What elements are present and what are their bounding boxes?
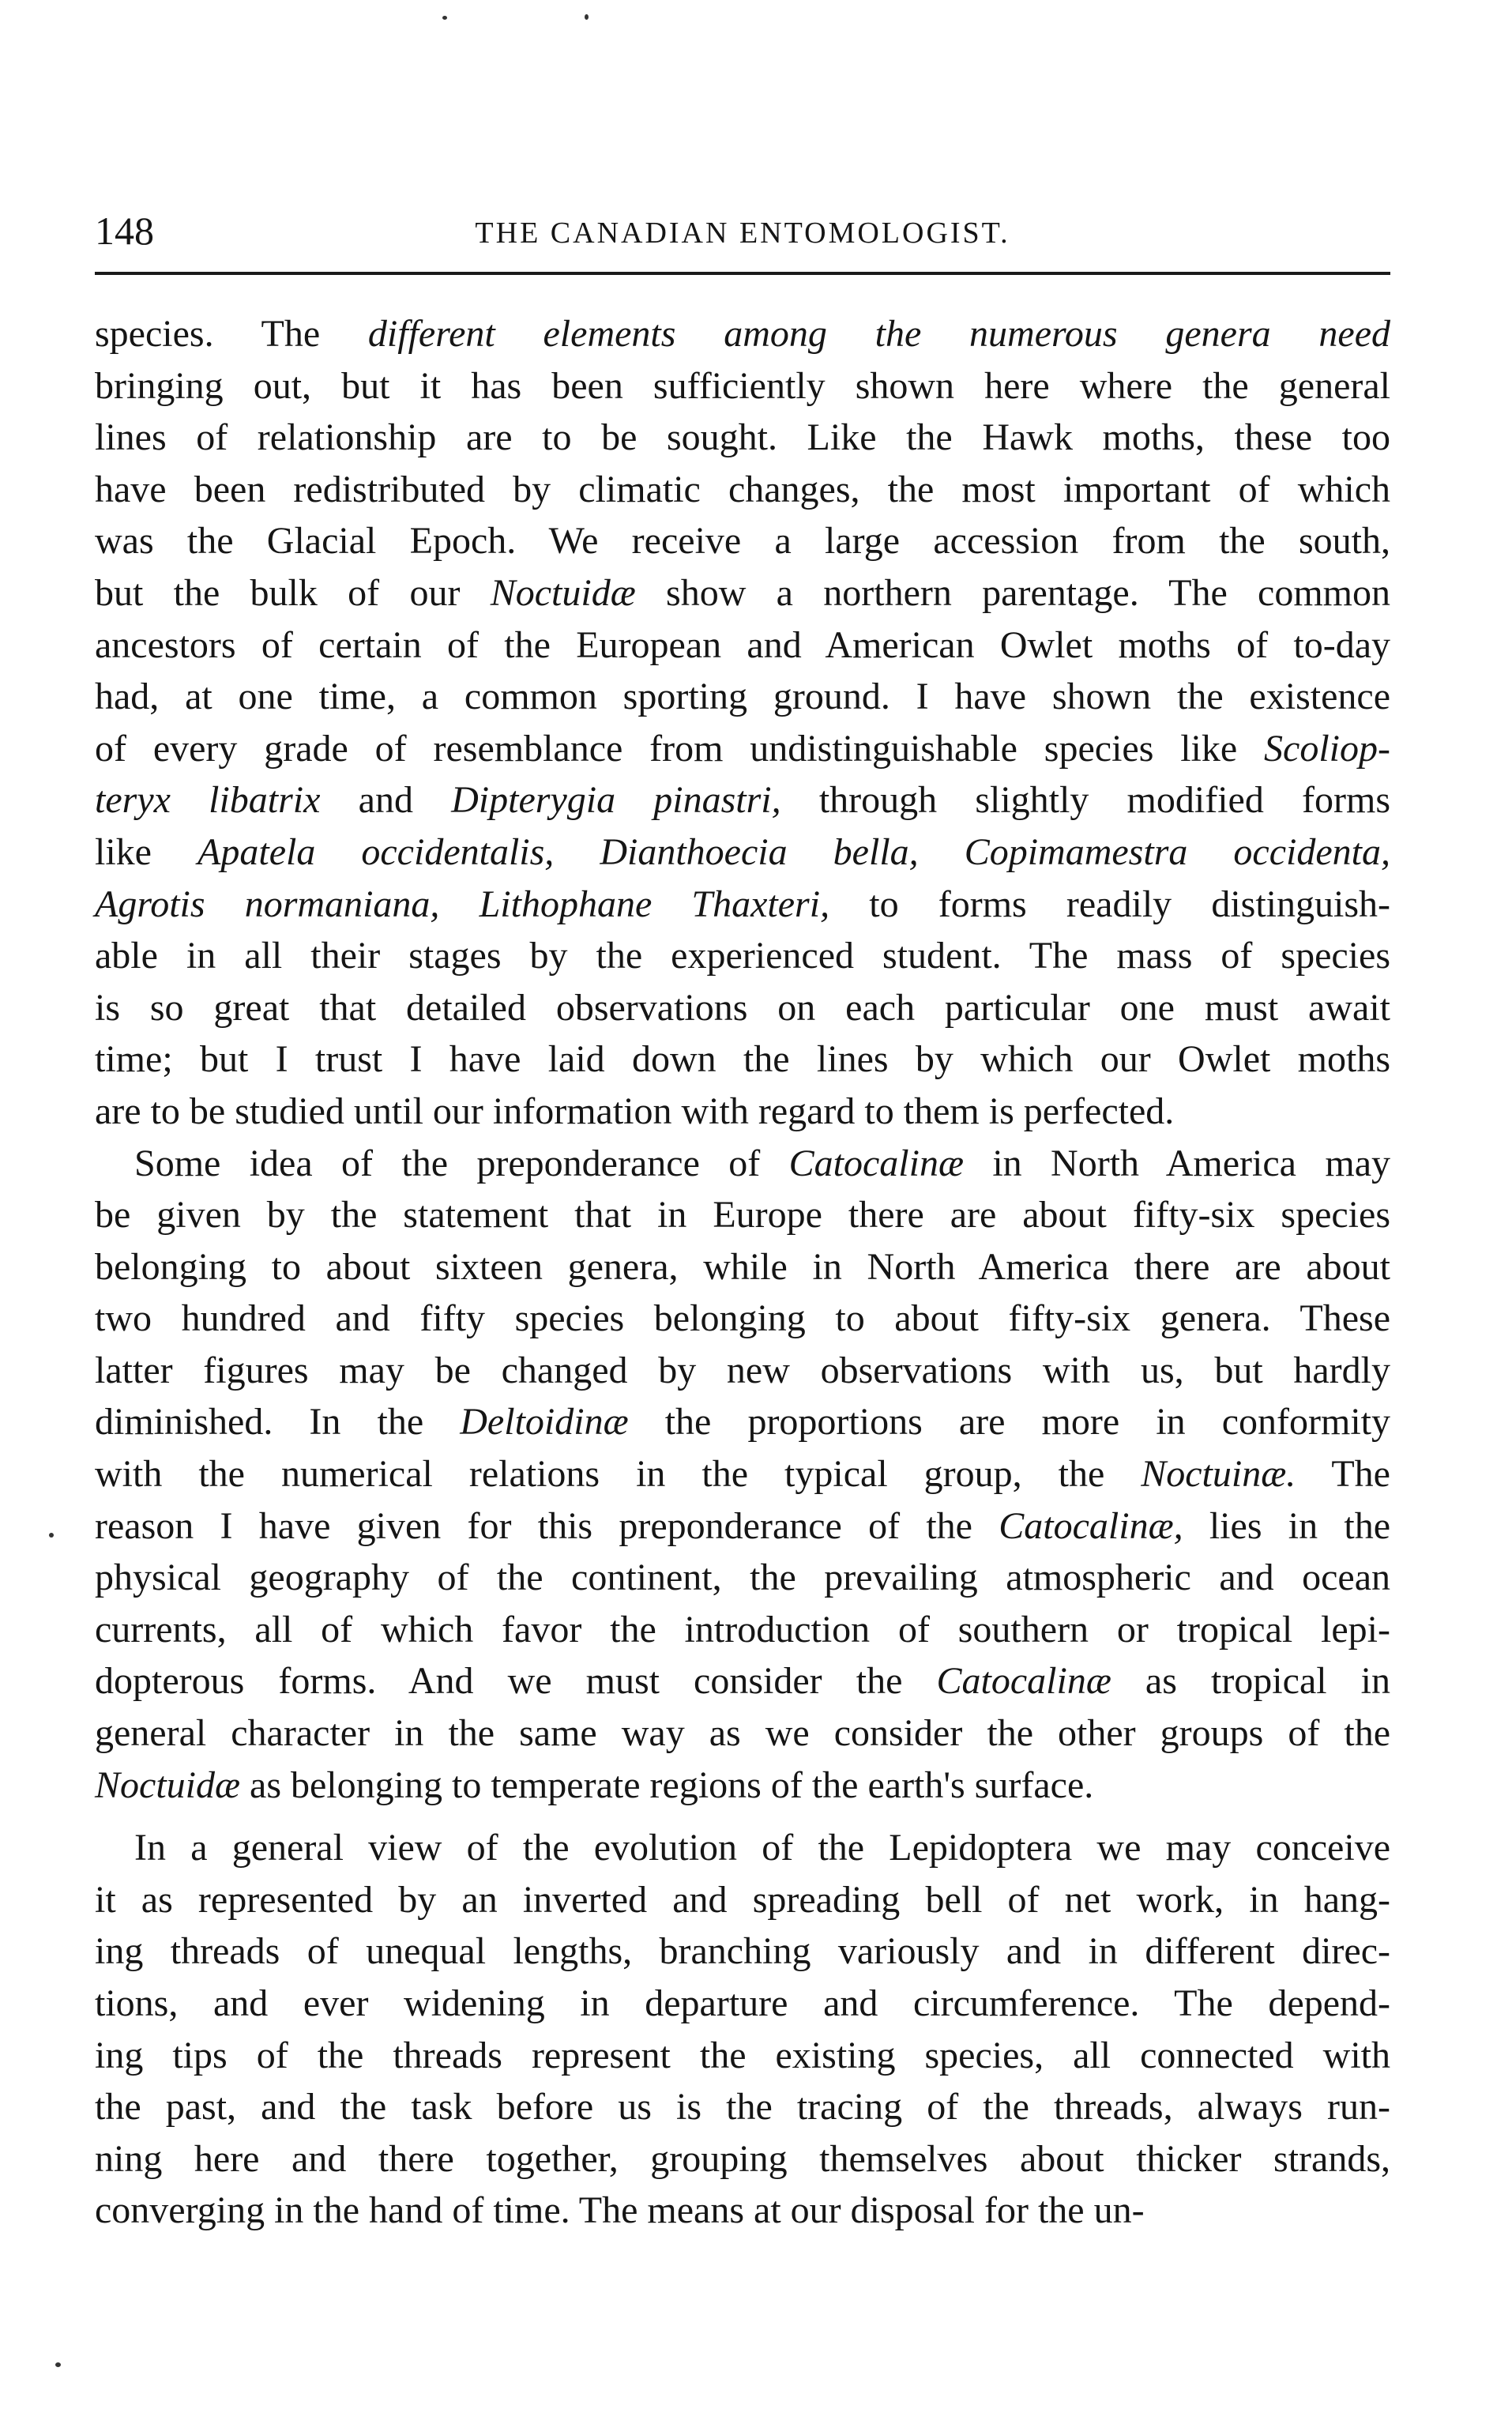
text-run: in North America may	[963, 1142, 1391, 1184]
text-line	[95, 2185, 1390, 2237]
text-line	[95, 774, 1390, 826]
text-run: had, at one time, a common sporting ground. I have shown the existence	[95, 676, 1390, 718]
text-run: bringing out, but it has been sufficiently shown here where the general	[95, 364, 1390, 407]
text-line	[95, 930, 1390, 982]
print-speck	[442, 16, 447, 20]
italic-taxon: Deltoidinæ	[460, 1401, 629, 1444]
text-run: have been redistributed by climatic changes, the most important of which	[95, 468, 1390, 510]
running-header	[95, 207, 1390, 270]
italic-taxon: Noctuinæ.	[1141, 1453, 1296, 1496]
text-run: time; but I trust I have laid down the lines by which our Owlet moths	[95, 1038, 1390, 1081]
text-line	[95, 308, 1390, 360]
paragraph-3	[95, 1822, 1390, 2237]
running-title: THE CANADIAN ENTOMOLOGIST.	[475, 216, 1010, 250]
text-run: ning here and there together, grouping themselves about thicker strands,	[95, 2137, 1390, 2180]
text-run: are to be studied until our information with regard to them is perfected.	[95, 1090, 1175, 1132]
text-run: it as represented by an inverted and spreading bell of net work, in hang-	[95, 1878, 1390, 1921]
italic-taxon: Catocalinæ	[936, 1660, 1111, 1703]
text-run: the proportions are more in conformity	[628, 1401, 1391, 1444]
text-line	[95, 1655, 1390, 1707]
text-run: The	[1296, 1453, 1390, 1496]
text-run: ing threads of unequal lengths, branching variously and in different direc-	[95, 1930, 1390, 1973]
text-line	[95, 1396, 1390, 1448]
text-run: diminished. In the	[95, 1401, 461, 1444]
text-line	[95, 1822, 1390, 1874]
print-speck	[49, 1533, 54, 1538]
text-line	[95, 567, 1390, 619]
text-run: species. The	[95, 313, 368, 355]
text-run: Some idea of the preponderance of	[134, 1142, 789, 1184]
header-rule	[95, 272, 1390, 275]
text-line	[95, 826, 1390, 879]
text-run: as tropical in	[1111, 1660, 1391, 1703]
text-run: lines of relationship are to be sought. Like the Hawk moths, these too	[95, 416, 1390, 459]
text-line	[95, 2030, 1390, 2082]
text-line	[95, 1874, 1390, 1926]
italic-taxon: Apatela occidentalis, Dianthoecia bella, Copimamestra occidenta,	[197, 830, 1390, 873]
text-line	[95, 619, 1390, 672]
text-line	[95, 1345, 1390, 1397]
text-run: but the bulk of our	[95, 571, 491, 614]
print-speck	[585, 14, 589, 20]
italic-taxon: different elements among the numerous genera need	[367, 313, 1390, 355]
text-run: show a northern parentage. The common	[635, 571, 1391, 614]
text-run: like	[95, 830, 198, 873]
text-run: as belonging to temperate regions of the earth's surface.	[240, 1763, 1094, 1806]
paragraph-1	[95, 308, 1390, 1138]
text-line	[95, 1293, 1390, 1345]
italic-taxon: Catocalinæ	[788, 1142, 964, 1184]
text-run: dopterous forms. And we must consider the	[95, 1660, 937, 1703]
text-run: is so great that detailed observations on each particular one must await	[95, 986, 1390, 1029]
text-run: to forms readily distinguish-	[829, 883, 1391, 925]
text-line	[95, 1707, 1390, 1760]
text-line	[95, 464, 1390, 516]
text-run: reason I have given for this preponderance of the	[95, 1504, 999, 1547]
text-line	[95, 360, 1390, 412]
text-line	[95, 1604, 1390, 1656]
text-line	[95, 2081, 1390, 2133]
text-run: the past, and the task before us is the tracing of the threads, always run-	[95, 2086, 1390, 2129]
text-line	[95, 671, 1390, 723]
text-line	[95, 982, 1390, 1034]
text-line	[95, 1033, 1390, 1086]
text-run: of every grade of resemblance from undistinguishable species like	[95, 727, 1265, 770]
text-run: through slightly modified forms	[780, 779, 1390, 822]
text-line	[95, 1448, 1390, 1500]
text-run: latter figures may be changed by new observations with us, but hardly	[95, 1349, 1390, 1391]
text-run: ing tips of the threads represent the existing species, all connected with	[95, 2034, 1390, 2076]
italic-taxon: Dipterygia pinastri,	[451, 779, 781, 822]
italic-taxon: teryx libatrix	[95, 779, 321, 822]
text-run: converging in the hand of time. The means at our disposal for the un-	[95, 2189, 1145, 2232]
page-number: 148	[95, 209, 154, 253]
text-line	[95, 1925, 1390, 1978]
text-run: two hundred and fifty species belonging to about fifty-six genera. These	[95, 1297, 1390, 1340]
text-run: In a general view of the evolution of the Lepidoptera we may conceive	[134, 1827, 1390, 1869]
text-line	[95, 1552, 1390, 1604]
text-line	[95, 1189, 1390, 1241]
text-line	[95, 1138, 1390, 1190]
text-run: general character in the same way as we consider the other groups of the	[95, 1712, 1390, 1755]
text-run: and	[320, 779, 452, 822]
italic-taxon: Scoliop-	[1264, 727, 1390, 770]
italic-taxon: Noctuidæ	[95, 1763, 241, 1806]
text-run: be given by the statement that in Europe there are about fifty-six species	[95, 1194, 1390, 1236]
italic-taxon: Catocalinæ,	[999, 1504, 1183, 1547]
article-body	[95, 308, 1390, 2237]
text-line	[95, 412, 1390, 464]
italic-taxon: Noctuidæ	[490, 571, 636, 614]
text-line	[95, 1086, 1390, 1138]
text-line	[95, 1760, 1390, 1812]
text-run: belonging to about sixteen genera, while in North America there are about	[95, 1245, 1390, 1288]
italic-taxon: Agrotis normaniana, Lithophane Thaxteri,	[95, 883, 830, 925]
text-line	[95, 879, 1390, 931]
text-run: with the numerical relations in the typical group, the	[95, 1453, 1142, 1496]
text-line	[95, 1241, 1390, 1293]
text-line	[95, 1500, 1390, 1553]
text-line	[95, 2133, 1390, 2185]
text-line	[95, 1978, 1390, 2030]
print-speck	[55, 2362, 61, 2367]
text-run: tions, and ever widening in departure and circumference. The depend-	[95, 1982, 1390, 2024]
text-run: currents, all of which favor the introduction of southern or tropical lepi-	[95, 1608, 1390, 1651]
text-run: ancestors of certain of the European and American Owlet moths of to-day	[95, 623, 1390, 666]
text-run: physical geography of the continent, the prevailing atmospheric and ocean	[95, 1556, 1390, 1599]
text-line	[95, 515, 1390, 567]
text-run: was the Glacial Epoch. We receive a large accession from the south,	[95, 520, 1390, 563]
text-line	[95, 723, 1390, 775]
text-run: able in all their stages by the experienced student. The mass of species	[95, 935, 1390, 977]
paragraph-2	[95, 1138, 1390, 1812]
text-run: lies in the	[1183, 1504, 1390, 1547]
